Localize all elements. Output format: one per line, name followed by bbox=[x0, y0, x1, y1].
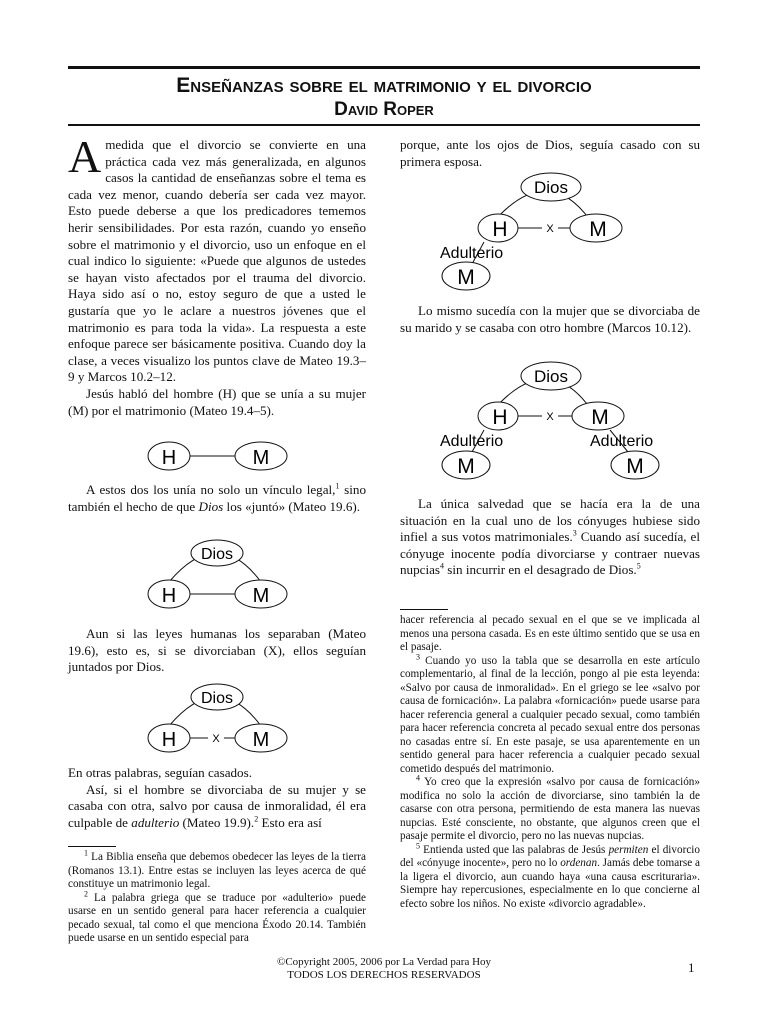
diagram-adulterio-1 bbox=[438, 172, 638, 292]
adulterio-label-right: Adulterio bbox=[590, 433, 654, 450]
footnote-rule-right bbox=[400, 609, 448, 610]
left-column-4 bbox=[68, 765, 366, 831]
diagram-adulterio-2 bbox=[438, 360, 698, 482]
dios-label: Dios bbox=[200, 546, 234, 563]
h-label: H bbox=[492, 218, 508, 241]
paragraph: porque, ante los ojos de Dios, seguía casado con su primera esposa. bbox=[400, 137, 700, 169]
paragraph: A estos dos los unía no solo un vínculo legal,$^1$ sino también el hecho de que Dios los «juntó» (Mateo 19.6). bbox=[68, 481, 367, 514]
footnote-2: $^2$ La palabra griega que se traduce por «adulterio» puede usarse en un sentido general para hacer referencia a cualquier pecado sexual, tal como el que menciona Éxodo 20.14. También puede usarse en un sentido especial para bbox=[68, 888, 366, 944]
footnote-rule-left bbox=[68, 846, 116, 847]
footnote-1: $^1$ La Biblia enseña que debemos obedecer las leyes de la tierra (Romanos 13.1). Entre estas se incluyen las leyes acerca de qué constituye un matrimonio legal. bbox=[68, 848, 366, 890]
footnote-2-cont: hacer referencia al pecado sexual en el que se ve implicada al menos una persona casada. Es en este último sentido que se usa en el pasaje. bbox=[400, 614, 700, 653]
drop-cap: A bbox=[68, 131, 102, 182]
top-rule bbox=[68, 66, 700, 69]
footnote-5: $^5$ Entienda usted que las palabras de Jesús permiten el divorcio del «cónyuge inocente», pero no lo ordenan. Jamás debe tomarse a la ligera el divorcio, aun cuando haya «una causa escrituraria». Siempre hay repercusiones, especialmente en lo que concierne al efecto sobre los niños. No existe «divorcio agradable». bbox=[400, 840, 701, 910]
m-label: M bbox=[252, 729, 270, 751]
footnote-4: $^4$ Yo creo que la expresión «salvo por causa de fornicación» modifica no solo la acción de divorciarse, sino también la de casarse con otra persona, permitiendo de esta manera las nuevas nupcias. Esté consciente, no obstante, que algunos creen que el pasaje permite el divorcio, pero no las nuevas nupcias. bbox=[400, 773, 700, 842]
x-mark: X bbox=[546, 411, 554, 423]
m-label: M bbox=[252, 447, 270, 469]
dios-label: Dios bbox=[533, 367, 569, 386]
left-column bbox=[68, 131, 366, 419]
h-label: H bbox=[161, 447, 177, 469]
adulterio-label: Adulterio bbox=[440, 245, 504, 262]
article-title: Enseñanzas sobre el matrimonio y el divorcio bbox=[176, 74, 592, 97]
footer-copyright: ©Copyright 2005, 2006 por La Verdad para Hoy bbox=[276, 956, 492, 968]
footnote-3: $^3$ Cuando yo uso la tabla que se desarrolla en este artículo complementario, al final de la lección, pongo al pie esta leyenda: «Salvo por causa de inmoralidad». En el griego se lee «salvo por causa de fornicación». La palabra «fornicación» puede usarse para hacer referencia general a cualquier pecado sexual, como también para hacer referencia concreta al pecado sexual entre dos personas no casadas entre sí. En este pasaje, se usa aparentemente en un sentido general para hacer referencia a cualquier pecado sexual cometido después del matrimonio. bbox=[400, 651, 700, 775]
paragraph: En otras palabras, seguían casados. bbox=[68, 765, 252, 780]
diagram-h-m bbox=[148, 440, 298, 472]
right-column-3 bbox=[400, 496, 700, 579]
dios-label: Dios bbox=[200, 690, 234, 707]
paragraph-intro: Amedida que el divorcio se convierte en una práctica cada vez más generalizada, en algunos casos la cantidad de enseñanzas sobre el tema es cada vez menor, cuando debería ser cada vez mayor. Esto puede deberse a que los predicadores tememos herir sensibilidades. Por esta razón, cuando yo enseño sobre el matrimonio y el divorcio, uso un enfoque en el cual indico lo siguiente: «Puede que algunos de ustedes se hayan visto afectados por el trauma del divorcio. Haya sido así o no, estoy seguro de que a usted le gustaría que yo le aclare a nuestros jóvenes que el matrimonio es para toda la vida». La respuesta a este enfoque parece ser básicamente positiva. Cuando doy la clase, a veces visualizo los puntos clave de Mateo 19.3–9 y Marcos 10.2–12. bbox=[68, 131, 366, 385]
paragraph: Así, si el hombre se divorciaba de su mujer y se casaba con otra, salvo por causa de inmoralidad, él era culpable de adulterio (Mateo 19.9).$^2$ Esto era así bbox=[68, 781, 366, 830]
dios-label: Dios bbox=[533, 178, 569, 197]
diagram-dios-h-m bbox=[148, 536, 298, 612]
right-column-2 bbox=[400, 303, 700, 336]
diagram-dios-h-x-m bbox=[148, 680, 298, 756]
x-mark: X bbox=[546, 223, 554, 235]
right-column bbox=[400, 137, 700, 170]
title-rule bbox=[68, 124, 700, 126]
page-number: 1 bbox=[688, 960, 695, 975]
left-column-2 bbox=[68, 482, 366, 515]
footer-rights: TODOS LOS DERECHOS RESERVADOS bbox=[287, 969, 481, 981]
m2-label: M bbox=[457, 266, 475, 289]
h-label: H bbox=[161, 729, 177, 751]
footnotes-right bbox=[400, 614, 700, 911]
article-author: David Roper bbox=[334, 99, 434, 120]
adulterio-label-left: Adulterio bbox=[440, 433, 504, 450]
paragraph: Jesús habló del hombre (H) que se unía a su mujer (M) por el matrimonio (Mateo 19.4–5). bbox=[68, 385, 366, 418]
x-mark: X bbox=[212, 733, 220, 745]
m-label: M bbox=[589, 218, 607, 241]
paragraph: Aun si las leyes humanas los separaban (Mateo 19.6), esto es, si se divorciaban (X), ellos seguían juntados por Dios. bbox=[68, 626, 366, 675]
paragraph: Lo mismo sucedía con la mujer que se divorciaba de su marido y se casaba con otro hombre (Marcos 10.12). bbox=[400, 303, 700, 335]
left-column-3 bbox=[68, 626, 366, 676]
m-label: M bbox=[252, 585, 270, 607]
paragraph: La única salvedad que se hacía era la de una situación en la cual uno de los cónyuges hubiese sido infiel a sus votos matrimoniales.$^3$ Cuando así sucedía, el cónyuge inocente podía divorciarse y contraer nuevas nupcias$^4$ sin incurrir en el desagrado de Dios.$^5$ bbox=[400, 496, 700, 578]
m3-label: M bbox=[626, 455, 644, 478]
h-label: H bbox=[161, 585, 177, 607]
h-label: H bbox=[492, 406, 508, 429]
m-label: M bbox=[591, 406, 609, 429]
footnotes-left bbox=[68, 848, 366, 946]
m2-label: M bbox=[457, 455, 475, 478]
